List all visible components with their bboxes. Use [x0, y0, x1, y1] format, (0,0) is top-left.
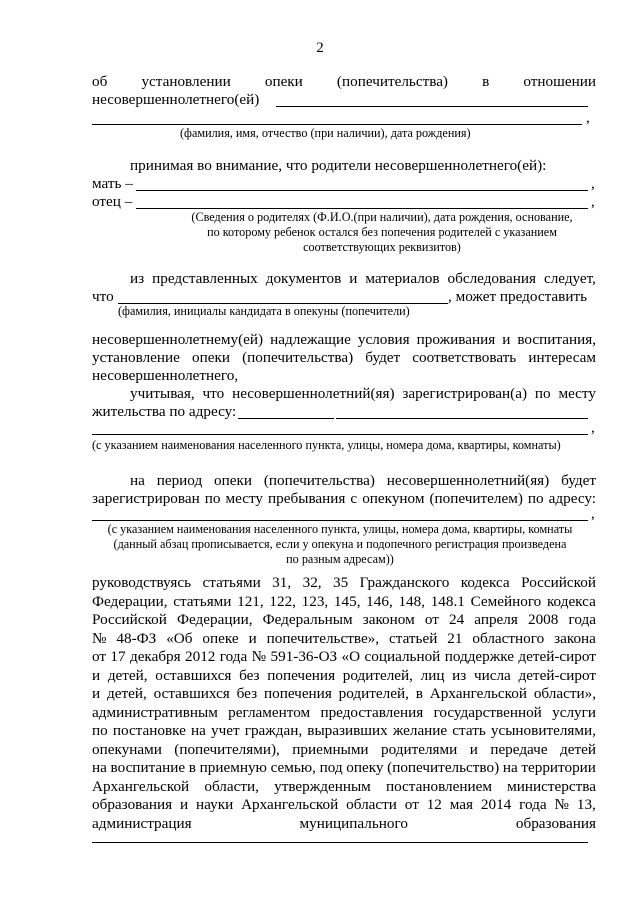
s6-line — [92, 593, 596, 611]
word: от — [404, 796, 419, 813]
s2-mother-blank — [136, 190, 588, 191]
s1-line-1 — [92, 73, 596, 91]
s2-note-line-1: (Сведения о родителях (Ф.И.О.(при наличии), дата рождения, основание, — [191, 210, 573, 224]
word: документов — [265, 270, 342, 287]
word: условия — [357, 331, 410, 348]
word: 21 — [447, 629, 463, 647]
s5-note-line-2: (данный абзац прописывается, если у опекуна и подопечного регистрация произведена — [113, 537, 567, 551]
s5-line-3-blank — [92, 520, 588, 521]
s6-line — [92, 815, 596, 833]
word: 35 — [333, 574, 349, 591]
word: от — [92, 648, 107, 665]
word: закона — [554, 629, 596, 647]
word: и — [349, 270, 358, 287]
word: без — [236, 685, 258, 702]
word: 17 — [110, 648, 126, 665]
word: родителей, — [342, 666, 413, 684]
s6-line — [92, 796, 596, 814]
word: с — [350, 490, 358, 507]
word: 2014 — [480, 796, 512, 813]
word: из — [130, 270, 145, 287]
word: области», — [533, 685, 596, 702]
word: родителей, — [338, 685, 409, 702]
word: пребывания — [268, 490, 346, 507]
s6-line — [92, 667, 596, 685]
s4-note: (с указанием наименования населенного пункта, улицы, номера дома, квартиры, комнаты) — [92, 438, 561, 452]
s6-line — [92, 759, 596, 777]
s1-line-3-comma: , — [586, 109, 590, 126]
word: территории — [521, 759, 596, 776]
word: опеку — [346, 759, 384, 776]
word: областного — [472, 629, 545, 647]
word: попечительстве», — [266, 629, 380, 647]
word: администрация — [92, 814, 192, 832]
word: кодекса — [460, 574, 510, 591]
word: руководствуясь — [92, 574, 192, 591]
s5-line-2 — [92, 490, 596, 508]
word: 123, — [301, 592, 329, 610]
s6-line — [92, 778, 596, 796]
word: утвержденным — [274, 777, 371, 795]
s6-line — [92, 685, 596, 703]
word: образования — [92, 796, 173, 813]
s3-line-1 — [130, 270, 596, 288]
page-number: 2 — [316, 40, 324, 56]
word: установлении — [141, 73, 231, 90]
word: декабря — [129, 648, 181, 665]
word: статьей — [389, 629, 438, 647]
word: муниципального — [299, 814, 408, 832]
s4-line-2 — [92, 349, 596, 367]
word: № — [554, 796, 569, 813]
s1-note: (фамилия, имя, отчество (при наличии), дата рождения) — [180, 126, 471, 140]
word: проживания — [416, 331, 496, 348]
word: отношении — [523, 73, 596, 90]
word: постановке — [112, 722, 186, 739]
word: (попечительства) — [263, 472, 375, 489]
word: обследования — [447, 270, 536, 287]
word: 32, — [302, 574, 322, 591]
s2-note-line-2: по которому ребенок остался без попечения родителей с указанием — [207, 225, 557, 239]
word: «Об — [166, 629, 193, 647]
s6-line — [92, 648, 596, 666]
word: года — [568, 611, 596, 628]
s2-mother-comma: , — [591, 175, 595, 192]
word: Семейного — [470, 592, 542, 610]
word: семью, — [270, 759, 316, 776]
word: опекуном — [362, 490, 425, 507]
word: что — [202, 385, 225, 402]
word: оставшихся — [155, 666, 232, 684]
s4-line-4 — [130, 385, 596, 403]
word: регламентом — [228, 703, 311, 721]
s4-line-5-blank-b — [336, 418, 588, 419]
word: апреля — [474, 611, 518, 628]
word: социальной — [364, 648, 441, 665]
word: статьями — [173, 592, 232, 610]
word: 48-ФЗ — [116, 629, 157, 647]
word: области — [346, 796, 397, 813]
s2-note-line-3: соответствующих реквизитов) — [303, 240, 461, 254]
word: об — [92, 73, 108, 90]
word: кодекса — [546, 592, 596, 610]
word: на — [92, 759, 107, 776]
word: 148.1 — [430, 592, 465, 610]
word: 24 — [448, 611, 465, 628]
word: детей, — [107, 666, 148, 684]
word: по — [92, 722, 108, 739]
word: усыновителями, — [490, 722, 596, 739]
s6-line — [92, 574, 596, 592]
word: (попечителем) — [429, 490, 523, 507]
word: по — [204, 490, 221, 507]
word: соответствовать — [412, 349, 517, 366]
word: выразивших — [307, 722, 388, 739]
word: и — [92, 666, 101, 684]
word: опеки — [192, 349, 230, 366]
word: опеке — [202, 629, 239, 647]
word: на — [130, 472, 145, 489]
word: воспитания, — [517, 331, 596, 348]
word: зарегистрирован — [92, 490, 200, 507]
word: (попечителями), — [174, 740, 280, 758]
s2-intro: принимая во внимание, что родители несовершеннолетнего(ей): — [130, 157, 547, 174]
word: несовершеннолетнему(ей) — [92, 331, 264, 348]
s4-line-1 — [92, 331, 596, 349]
word: услуги — [552, 703, 596, 721]
word: Архангельской — [241, 796, 339, 813]
word: на — [502, 759, 518, 776]
word: и — [180, 796, 189, 813]
word: месту — [225, 490, 264, 507]
s5-line-3-comma: , — [591, 505, 595, 522]
word: в — [188, 759, 196, 776]
s4-line-6-blank — [92, 434, 588, 435]
word: статьями — [202, 574, 261, 591]
word: адресу: — [548, 490, 596, 507]
footer-rule — [92, 842, 588, 843]
word: и — [248, 629, 257, 647]
word: образования — [515, 814, 596, 832]
word: Федеральным — [262, 611, 353, 628]
s6-line — [92, 704, 596, 722]
word: министерства — [507, 777, 596, 795]
word: материалов — [365, 270, 440, 287]
word: зарегистрирован(а) — [402, 385, 528, 402]
word: детей — [560, 740, 596, 758]
word: воспитание — [110, 759, 186, 776]
word: несовершеннолетний(яя) — [386, 472, 550, 489]
word: период — [156, 472, 203, 489]
s5-note-line-1: (с указанием наименования населенного пункта, улицы, номера дома, квартиры, комнаты — [107, 522, 573, 536]
s5-line-1 — [130, 472, 596, 490]
s4-line-3: несовершеннолетнего, — [92, 367, 239, 384]
word: 121, — [237, 592, 264, 610]
word: 146, — [366, 592, 393, 610]
word: опекунами — [92, 740, 162, 758]
s5-note-line-3: по разным адресам)) — [286, 552, 394, 566]
word: опеки — [214, 472, 252, 489]
word: учет — [210, 722, 240, 739]
word: Архангельской — [92, 777, 190, 795]
s2-father-blank — [136, 208, 588, 209]
word: на — [191, 722, 206, 739]
s2-father-label: отец – — [92, 193, 133, 210]
word: (попечительства) — [242, 349, 354, 366]
word: в — [482, 73, 490, 90]
word: детей, — [107, 685, 147, 702]
s3-line-2-start: что — [92, 288, 114, 305]
word: 31, — [272, 574, 292, 591]
word: № — [251, 648, 267, 665]
word: и — [92, 685, 101, 702]
word: года — [519, 796, 547, 813]
s6-line — [92, 630, 596, 648]
s3-note: (фамилия, инициалы кандидата в опекуны (попечители) — [118, 304, 410, 318]
word: 13, — [576, 796, 596, 813]
word: (попечительство) — [387, 759, 500, 776]
word: от — [424, 611, 439, 628]
word: (попечительства) — [336, 73, 448, 90]
word: числа — [473, 666, 511, 684]
word: попечения — [267, 666, 336, 684]
word: под — [319, 759, 343, 776]
word: 122, — [269, 592, 296, 610]
s6-line — [92, 611, 596, 629]
s4-line-6-comma: , — [591, 419, 595, 436]
word: области, — [204, 777, 259, 795]
word: «О — [341, 648, 361, 665]
word: приемными — [292, 740, 369, 758]
word: 148, — [398, 592, 426, 610]
word: лиц — [420, 666, 445, 684]
word: постановлением — [385, 777, 492, 795]
word: 12 — [426, 796, 442, 813]
word: № — [92, 629, 107, 647]
word: оставшихся — [153, 685, 230, 702]
s1-line-2-text: несовершеннолетнего(ей) — [92, 91, 260, 108]
word: стать — [452, 722, 486, 739]
word: законом — [362, 611, 415, 628]
word: 2008 — [527, 611, 559, 628]
word: и — [502, 331, 511, 348]
word: месту — [558, 385, 596, 402]
word: науки — [196, 796, 234, 813]
word: административным — [92, 703, 218, 721]
word: граждан, — [244, 722, 303, 739]
word: родителями — [381, 740, 458, 758]
word: желание — [392, 722, 448, 739]
word: по — [527, 490, 544, 507]
word: предоставления — [320, 703, 424, 721]
word: приемную — [199, 759, 267, 776]
word: государственной — [433, 703, 542, 721]
word: 591-36-ОЗ — [270, 648, 338, 665]
word: по — [534, 385, 551, 402]
word: Российской — [92, 611, 167, 628]
word: поддержке — [444, 648, 514, 665]
word: Федерации, — [176, 611, 253, 628]
s2-father-comma: , — [591, 193, 595, 210]
word: 145, — [333, 592, 361, 610]
word: опеки — [264, 73, 303, 90]
word: несовершеннолетний(яя) — [232, 385, 395, 402]
word: представленных — [152, 270, 258, 287]
word: из — [452, 666, 467, 684]
s1-line-2-blank — [276, 106, 588, 107]
word: интересам — [528, 349, 596, 366]
word: Гражданского — [359, 574, 450, 591]
word: 2012 — [185, 648, 216, 665]
s6-line — [92, 741, 596, 759]
word: Архангельской — [429, 685, 527, 702]
s1-line-3-blank — [92, 124, 582, 125]
word: детей-сирот — [518, 666, 596, 684]
word: учитывая, — [130, 385, 195, 402]
word: попечения — [263, 685, 332, 702]
s3-line-2-end: , может предоставить — [448, 288, 588, 305]
word: Российской — [521, 574, 596, 591]
word: и — [469, 740, 478, 758]
s2-mother-label: мать – — [92, 175, 133, 192]
word: надлежащие — [270, 331, 351, 348]
s6-line — [92, 722, 596, 740]
word: Федерации, — [92, 592, 168, 610]
word: в — [415, 685, 423, 702]
word: следует, — [543, 270, 596, 287]
word: будет — [561, 472, 596, 489]
s4-line-5-text: жительства по адресу: — [92, 403, 237, 420]
word: без — [239, 666, 260, 684]
word: мая — [449, 796, 473, 813]
word: будет — [365, 349, 401, 366]
word: года — [219, 648, 248, 665]
word: установление — [92, 349, 180, 366]
s4-line-5-blank-a — [238, 418, 334, 419]
word: детей-сирот — [518, 648, 596, 665]
word: передаче — [490, 740, 548, 758]
